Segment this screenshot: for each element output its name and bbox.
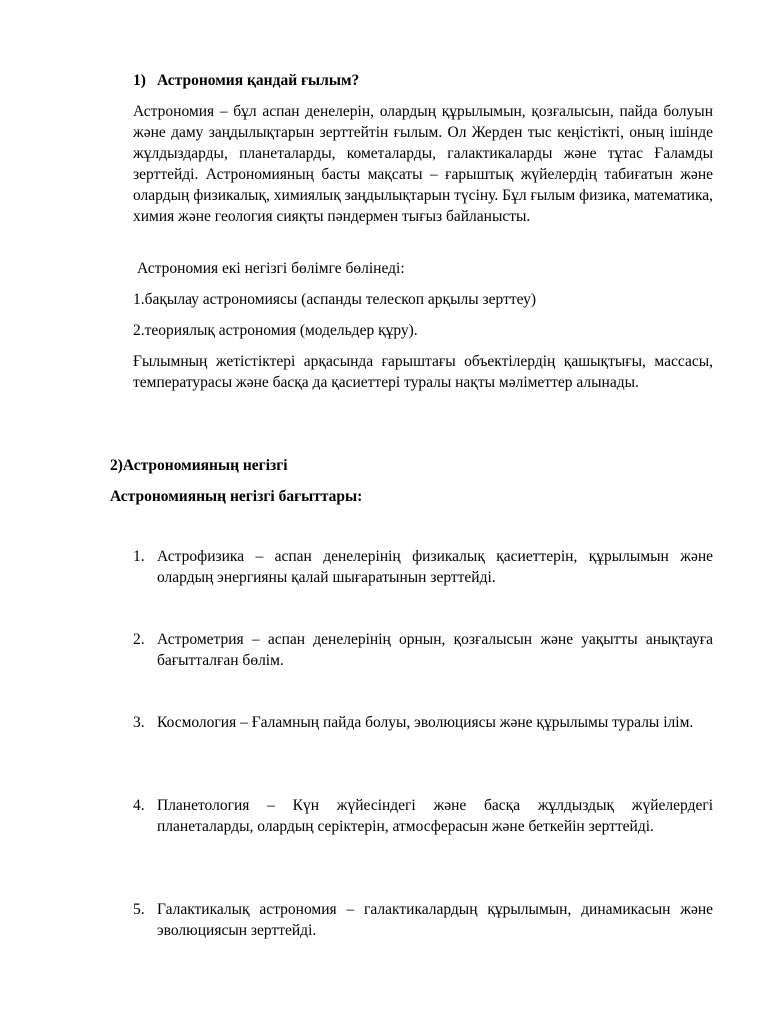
- intro-paragraph: Астрономия – бұл аспан денелерін, олардың құрылымын, қозғалысын, пайда болуын және даму заңдылықтарын зерттейтін ғылым. Ол Жерден тыс кеңістікті, оның ішінде жұлдыздарды, планеталарды, кометаларды, галактикаларды және тұтас Ғаламды зерттейді. Астрономияның басты мақсаты – ғарыштық жүйелердің табиғатын және олардың физикалық, химиялық заңдылықтарын түсіну. Бұл ғылым физика, математика, химия және геология сияқты пәндермен тығыз байланысты.: [133, 103, 713, 225]
- list-item-planetology: [133, 795, 713, 837]
- list-item-galactic-astronomy: [133, 899, 713, 941]
- list-marker: 2.: [133, 631, 145, 648]
- part-item-theoretical: 2.теориялық астрономия (модельдер құру).: [133, 322, 418, 339]
- section-2-subheading: Астрономияның негізгі бағыттары:: [110, 488, 363, 505]
- list-marker: 5.: [133, 901, 145, 918]
- list-item-text: Планетология – Күн жүйесіндегі және басқа жұлдыздық жүйелердегі планеталарды, олардың серіктерін, атмосферасын және беткейін зерттейді.: [157, 797, 713, 835]
- achievements-paragraph: Ғылымның жетістіктері арқасында ғарыштағы объектілердің қашықтығы, массасы, температурасы және басқа да қасиеттері туралы нақты мәліметтер алынады.: [133, 353, 713, 391]
- split-intro-paragraph: Астрономия екі негізгі бөлімге бөлінеді:: [137, 260, 405, 277]
- list-item-text: Астрометрия – аспан денелерінің орнын, қозғалысын және уақытты анықтауға бағытталған бөлім.: [157, 631, 713, 669]
- list-item-text: Галактикалық астрономия – галактикалардың құрылымын, динамикасын және эволюциясын зерттейді.: [157, 901, 713, 939]
- list-item-text: Космология – Ғаламның пайда болуы, эволюциясы және құрылымы туралы ілім.: [157, 714, 694, 731]
- section-1-title: Астрономия қандай ғылым?: [157, 72, 360, 89]
- section-1-number: 1): [133, 72, 146, 89]
- list-item-astrophysics: [133, 546, 713, 588]
- section-1-heading: [133, 70, 359, 91]
- list-marker: 1.: [133, 548, 145, 565]
- list-item-astrometry: [133, 629, 713, 671]
- list-marker: 3.: [133, 714, 145, 731]
- list-item-text: Астрофизика – аспан денелерінің физикалық қасиеттерін, құрылымын және олардың энергияны қалай шығаратынын зерттейді.: [157, 548, 713, 586]
- list-marker: 4.: [133, 797, 145, 814]
- part-item-observational: 1.бақылау астрономиясы (аспанды телескоп арқылы зерттеу): [133, 291, 537, 308]
- section-2-heading: 2)Астрономияның негізгі: [110, 457, 288, 474]
- list-item-cosmology: [133, 712, 713, 733]
